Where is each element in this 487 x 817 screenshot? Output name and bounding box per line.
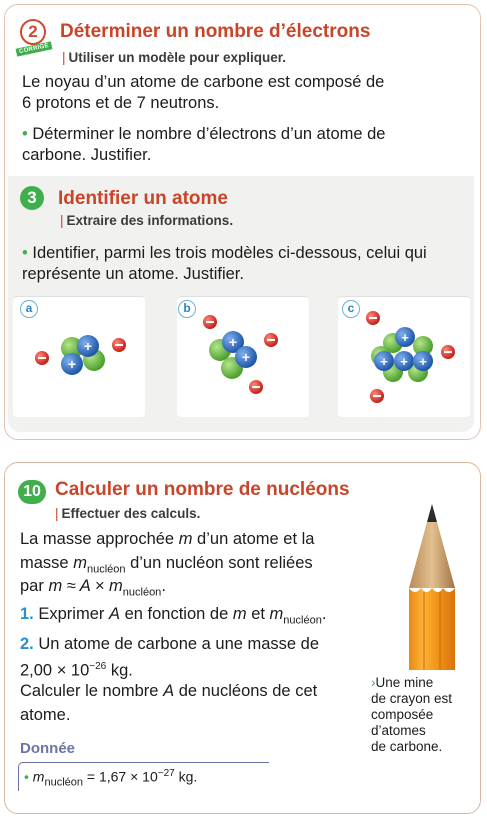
model-c-nucleus: [371, 327, 433, 382]
model-b-nucleus: [209, 331, 257, 379]
pencil-photo: [397, 500, 467, 670]
exercise-3-skill: | Extraire des informations.: [60, 213, 234, 228]
exercise-number-10: 10: [18, 480, 46, 504]
exercise-number-3: 3: [20, 186, 44, 210]
exercise-10-step1: 1. Exprimer A en fonction de m et $m_{nucléon}$.: [20, 605, 327, 627]
exercise-10-step2-line1: 2. Un atome de carbone a une masse de: [20, 635, 320, 653]
exercise-3-question-line2: représente un atome. Justifier.: [22, 265, 244, 283]
svg-text:+: +: [241, 349, 251, 365]
exercise-10-skill: | Effectuer des calculs.: [55, 506, 201, 521]
exercise-3-question-line1: • Identifier, parmi les trois modèles ci-dessous, celui qui: [22, 244, 427, 262]
exercise-10-intro-line2: masse $m_{nucléon}$ d’un nucléon sont reliées: [20, 554, 313, 576]
model-a-nucleus: [61, 335, 105, 375]
exercise-10-step2-question-line1: Calculer le nombre A de nucléons de cet: [20, 682, 318, 700]
exercise-10-step2-question-line2: atome.: [20, 706, 71, 724]
exercise-2-statement-line1: Le noyau d’un atome de carbone est composé de: [22, 73, 385, 91]
exercise-2-question-line1: • Déterminer le nombre d’électrons d’un atome de: [22, 125, 386, 143]
exercise-10-title: Calculer un nombre de nucléons: [55, 479, 350, 500]
svg-text:+: +: [419, 354, 427, 369]
svg-text:+: +: [401, 330, 409, 345]
svg-text:+: +: [83, 338, 93, 354]
pencil-caption: ›Une mine de crayon est composée d’atomes de carbone.: [371, 675, 453, 754]
donnee-value: • $m_{nucléon} = 1,67 \times 10^{-27}$ kg.: [24, 768, 198, 789]
exercise-3-title: Identifier un atome: [58, 188, 228, 209]
model-label-a: a: [20, 300, 38, 318]
corrige-badge[interactable]: CORRIGÉ: [16, 41, 53, 56]
svg-text:+: +: [228, 334, 238, 350]
exercise-10-step2-mass: $2,00 \times 10^{-26}$ kg.: [20, 661, 133, 680]
model-label-b: b: [178, 300, 196, 318]
donnee-label: Donnée: [20, 740, 76, 757]
exercise-2-skill: | Utiliser un modèle pour expliquer.: [62, 50, 287, 65]
exercise-10-intro-line3: par $m \approx A \times m_{nucléon}$.: [20, 577, 166, 599]
exercise-number-2: 2: [20, 19, 46, 45]
svg-text:+: +: [380, 354, 388, 369]
svg-text:+: +: [400, 354, 408, 369]
exercise-2-title: Déterminer un nombre d’électrons: [60, 21, 371, 42]
exercise-10-intro-line1: La masse approchée m d’un atome et la: [20, 530, 315, 548]
svg-text:+: +: [67, 356, 77, 372]
exercise-2-question-line2: carbone. Justifier.: [22, 146, 152, 164]
exercise-2-statement-line2: 6 protons et de 7 neutrons.: [22, 94, 220, 112]
model-label-c: c: [342, 300, 360, 318]
